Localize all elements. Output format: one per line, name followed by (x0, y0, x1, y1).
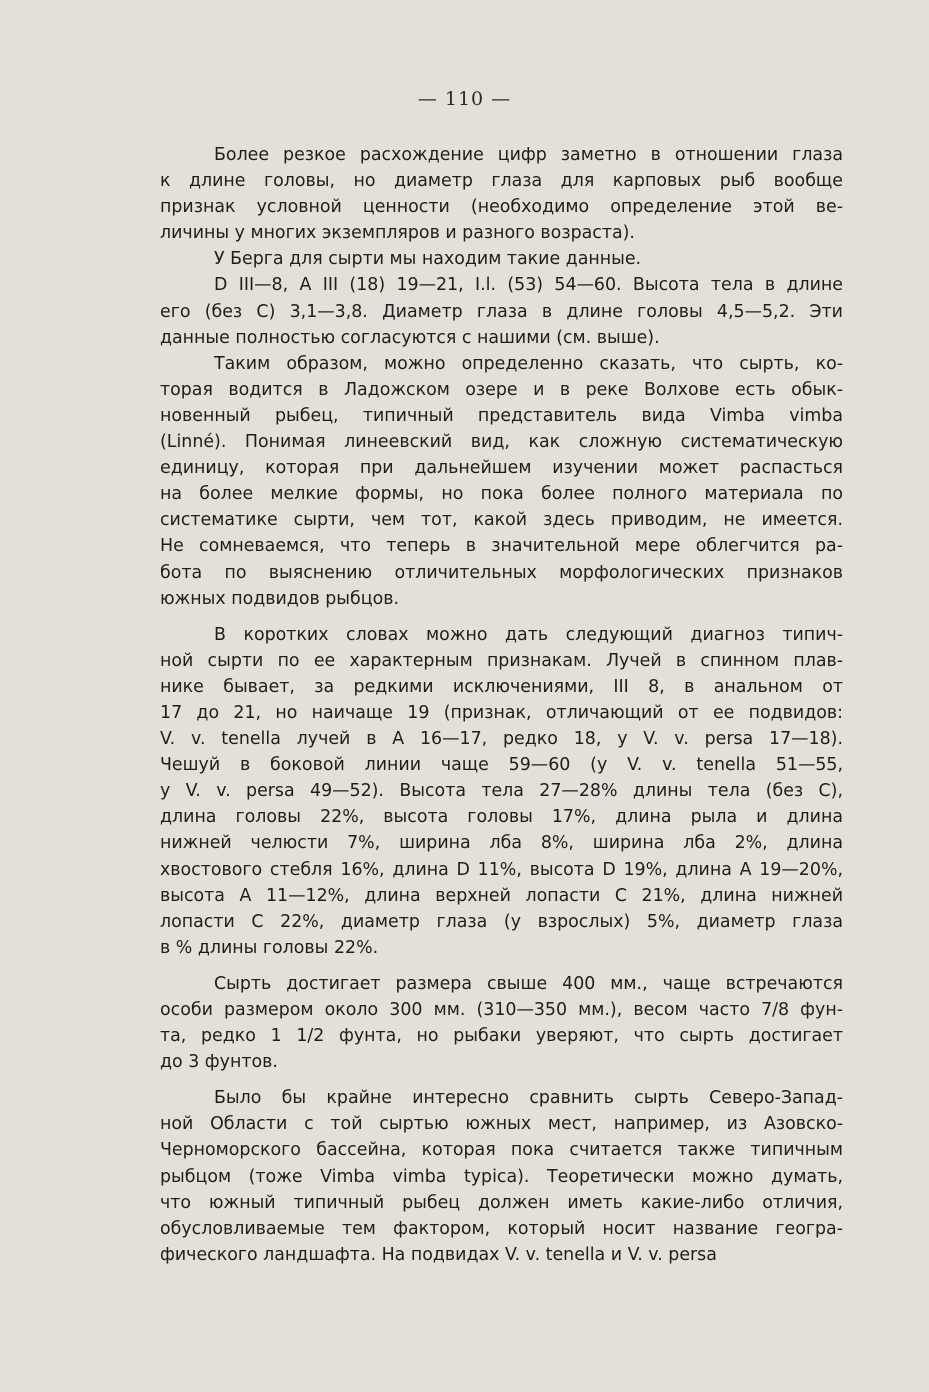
text-line: Черноморского бассейна, которая пока считается также типичным (160, 1140, 843, 1161)
text-line: лопасти C 22%, диаметр глаза (у взрослых) 5%, диаметр глаза (160, 911, 843, 932)
text-line: данные полностью согласуются с нашими (см. выше). (160, 327, 660, 348)
text-line: южных подвидов рыбцов. (160, 588, 400, 609)
text-line: нижней челюсти 7%, ширина лба 8%, ширина лба 2%, длина (160, 833, 843, 854)
paragraph (160, 971, 843, 1075)
text-line: (Linné). Понимая линеевский вид, как сложную систематическую (160, 432, 843, 453)
paragraph (160, 272, 843, 350)
paragraph-gap (160, 1075, 843, 1085)
text-line: нике бывает, за редкими исключениями, III 8, в анальном от (160, 676, 843, 697)
text-line: к длине головы, но диаметр глаза для карповых рыб вообще (160, 171, 843, 192)
text-line: обусловливаемые тем фактором, который носит название геогра- (160, 1218, 843, 1239)
text-line: признак условной ценности (необходимо определение этой ве- (160, 197, 843, 218)
text-line: особи размером около 300 мм. (310—350 мм.), весом часто 7/8 фун- (160, 1000, 843, 1020)
text-line: Таким образом, можно определенно сказать, что сырть, ко- (214, 353, 843, 374)
text-line: личины у многих экземпляров и разного возраста). (160, 223, 635, 244)
text-line: систематике сырти, чем тот, какой здесь приводим, не имеется. (160, 510, 843, 531)
text-line: ной Области с той сыртью южных мест, например, из Азовско- (160, 1114, 843, 1135)
text-line: V. v. tenella лучей в A 16—17, редко 18, у V. v. persa 17—18). (160, 729, 843, 750)
text-line: его (без C) 3,1—3,8. Диаметр глаза в длине головы 4,5—5,2. Эти (160, 301, 843, 322)
text-line: единицу, которая при дальнейшем изучении может распасться (160, 458, 843, 479)
text-line: длина головы 22%, высота головы 17%, длина рыла и длина (160, 807, 843, 828)
page-number: — 110 — (417, 88, 512, 110)
text-line: хвостового стебля 16%, длина D 11%, высота D 19%, длина A 19—20%, (160, 859, 843, 880)
text-line: в % длины головы 22%. (160, 937, 379, 958)
text-line: новенный рыбец, типичный представитель вида Vimba vimba (160, 405, 843, 426)
text-line: что южный типичный рыбец должен иметь какие-либо отличия, (160, 1192, 843, 1213)
text-line: Более резкое расхождение цифр заметно в отношении глаза (214, 145, 843, 165)
text-line: Сырть достигает размера свыше 400 мм., чаще встречаются (214, 973, 843, 994)
body-text (160, 142, 843, 1268)
text-line: 17 до 21, но наичаще 19 (признак, отличающий от ее подвидов: (160, 702, 843, 723)
text-line: высота A 11—12%, длина верхней лопасти C 21%, длина нижней (160, 885, 843, 906)
paragraph (160, 1085, 843, 1268)
paragraph-gap (160, 612, 843, 622)
text-line: та, редко 1 1/2 фунта, но рыбаки уверяют, что сырть достигает (160, 1026, 843, 1047)
text-line: фического ландшафта. На подвидах V. v. tenella и V. v. persa (160, 1244, 717, 1265)
text-line: на более мелкие формы, но пока более полного материала по (160, 484, 843, 505)
paragraph (160, 142, 843, 246)
text-line: до 3 фунтов. (160, 1052, 278, 1073)
text-line: торая водится в Ладожском озере и в реке Волхове есть обык- (160, 379, 843, 400)
paragraph (160, 351, 843, 612)
paragraph-gap (160, 961, 843, 971)
text-line: у V. v. persa 49—52). Высота тела 27—28% длины тела (без C), (160, 781, 843, 802)
text-line: Чешуй в боковой линии чаще 59—60 (у V. v. tenella 51—55, (160, 755, 843, 776)
paragraph (160, 622, 843, 961)
text-line: У Берга для сырти мы находим такие данные. (214, 249, 642, 270)
text-line: Было бы крайне интересно сравнить сырть Северо-Запад- (214, 1088, 843, 1109)
text-line: бота по выяснению отличительных морфологических признаков (160, 562, 843, 583)
text-line: рыбцом (тоже Vimba vimba typica). Теоретически можно думать, (160, 1166, 843, 1187)
text-line: ной сырти по ее характерным признакам. Лучей в спинном плав- (160, 650, 843, 671)
text-line: Не сомневаемся, что теперь в значительной мере облегчится ра- (160, 536, 843, 557)
text-line: D III—8, A III (18) 19—21, I.l. (53) 54—60. Высота тела в длине (214, 275, 843, 296)
text-line: В коротких словах можно дать следующий диагноз типич- (214, 624, 843, 645)
paragraph (160, 246, 843, 272)
